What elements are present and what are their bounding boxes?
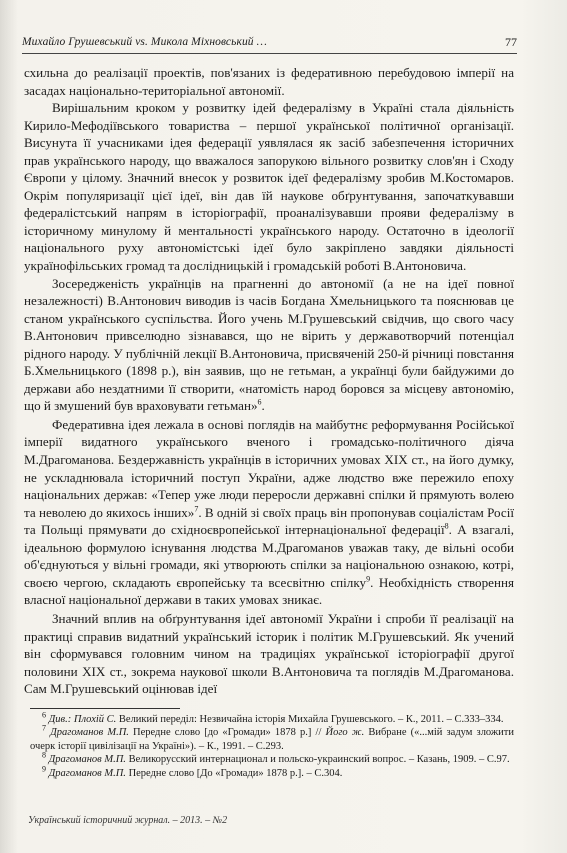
paragraph-3-text: Зосередженість українців на прагненні до автономії (а не на ідеї повної незалежності) В.Антонович виводив із часів Богдана Хмельницького та пояснював це станом українського суспільства. Його учень М.Грушевський свідчив, що свого часу В.Антонович привселюдно зізнавався, що не вірить у державотворчий потенціал рідного народу. У публічній лекції В.Антоновича, присвяченій 250-й річниці повстання Б.Хмельницького (1898 р.), він заявив, що не гетьман, а українці були байдужими до держави або нездатними її створити, «натомість народ боровся за місцеву автономію, що й змушений був враховувати гетьман» xyxy=(24,275,514,414)
paragraph-4-text-b: . В одній зі своїх праць він пропонував соціалістам Росії та Польщі прямувати до східноєвропейської інтернаціональної федерації xyxy=(24,504,514,538)
main-text xyxy=(24,64,514,698)
footnote-number: 8 xyxy=(42,750,46,760)
paragraph-4-text-d: . Необхідність створення власної національної держави в таких умовах зникає. xyxy=(24,574,514,608)
running-title: Михайло Грушевський vs. Микола Міхновський … xyxy=(22,36,267,48)
footnote-text: Передне слово [до «Громади» 1878 р.] // xyxy=(128,727,326,739)
footnote-8 xyxy=(30,750,514,766)
paragraph-5: Значний вплив на обґрунтування ідеї автономії України і спроби її реалізації на практиці справив видатний український історик і політик М.Грушевський. Як учений він сформувався головним чином на традиціях української історіографії другої половини XIX ст., зокрема наукової школи В.Антоновича та поглядів М.Драгоманова. Сам М.Грушевський оцінював ідеї xyxy=(24,610,514,697)
paragraph-1: схильна до реалізації проектів, пов'язаних із федеративною перебудовою імперії на засадах національно-територіальної автономії. xyxy=(24,65,514,98)
footnote-text: Передне слово [До «Громади» 1878 р.]. – С.304. xyxy=(125,767,343,779)
footnotes xyxy=(30,710,514,780)
paragraph-3: Зосередженість українців на прагненні до автономії (а не на ідеї повної незалежності) В.Антонович виводив із часів Богдана Хмельницького та пояснював це станом українського суспільства. Його учень М.Грушевський свідчив, що свого часу В.Антонович привселюдно зізнавався, що не вірить у державотворчий потенціал рідного народу. У публічній лекції В.Антоновича, присвяченій 250-й річниці повстання Б.Хмельницького (1898 р.), він заявив, що не гетьман, а українці були байдужими до держави або нездатними її створити, «натомість народ боровся за місцеву автономію, що й змушений був враховувати гетьман»$^6$. xyxy=(24,275,514,414)
footnote-ref-9[interactable]: 9 xyxy=(366,574,371,584)
paragraph-4-text-c: . А взагалі, ідеальною формулою існування людства М.Драгоманов уважав таку, де вільні особи об'єднуються у вільні громади, які утворюють спілки за національною ознакою, котрі, своєю чергою, складають європейську та всесвітню спілку xyxy=(24,522,514,590)
footnote-author: Див.: Плохій С. xyxy=(48,714,117,725)
paragraph-2: Вирішальним кроком у розвитку ідей федералізму в Україні стала діяльність Кирило-Мефодіївського товариства – першої української політичної організації. Висунута її учасниками ідея федерації уявлялася як засіб забезпечення історичних прав українського народу, що вважалося запорукою вільного розвитку слов'ян і Сходу Європи у цілому. Значний внесок у розвиток ідеї федералізму зробив М.Костомаров. Окрім популяризації цієї ідеї, він дав їй наукове обґрунтування, започаткувавши федералістський напрям в історіографії, проаналізувавши прояви федералізму в історичному минулому й ментальності українського народу. Остаточно в ідеології національного руху автономістські ідеї було закріплено завдяки діяльності українофільських громад та дослідницькій і громадській роботі В.Антоновича. xyxy=(24,100,514,274)
footnote-7 xyxy=(30,723,514,753)
footnote-author: Драгоманов М.П. xyxy=(48,767,126,779)
footnote-number: 9 xyxy=(42,764,46,774)
footnote-text: Великорусский интернационал и польско-украинский вопрос. – Казань, 1909. – С.97. xyxy=(125,754,510,766)
paragraph-4-text-a: Федеративна ідея лежала в основі поглядів на майбутнє реформування Російської імперії видатного українського вченого і громадсько-політичного діяча М.Драгоманова. Бездержавність українців в історичних умовах XIX ст., на його думку, не ускладнювала історичний поступ України, адже людство вже пережило епоху національних держав: «Тепер уже люди переросли державні спілки й прямують волею та неволею до якихось інших» xyxy=(24,416,514,520)
journal-footer: Український історичний журнал. – 2013. – №2 xyxy=(28,815,228,826)
footnote-text-2: Вибране («...мій задум зложити очерк історії цивілізації на Україні»). – К., 1991. – С.293. xyxy=(30,727,514,752)
footnote-number: 7 xyxy=(42,723,46,733)
footnote-rule xyxy=(30,708,180,709)
footnote-author-2: Його ж. xyxy=(325,727,365,739)
footnote-ref-7[interactable]: 7 xyxy=(194,504,199,514)
footnote-text: Великий переділ: Незвичайна історія Михайла Грушевського. – К., 2011. – С.333–334. xyxy=(116,714,504,725)
footnote-author: Драгоманов М.П. xyxy=(50,727,129,739)
footnote-author: Драгоманов М.П. xyxy=(48,754,126,766)
footnote-6 xyxy=(30,710,514,726)
header-rule xyxy=(22,53,517,54)
footnote-ref-6[interactable]: 6 xyxy=(257,398,262,408)
page-number: 77 xyxy=(505,35,517,49)
footnote-9 xyxy=(30,764,514,780)
footnote-ref-8[interactable]: 8 xyxy=(444,521,449,531)
footnote-number: 6 xyxy=(42,710,46,720)
paragraph-4 xyxy=(24,416,514,609)
